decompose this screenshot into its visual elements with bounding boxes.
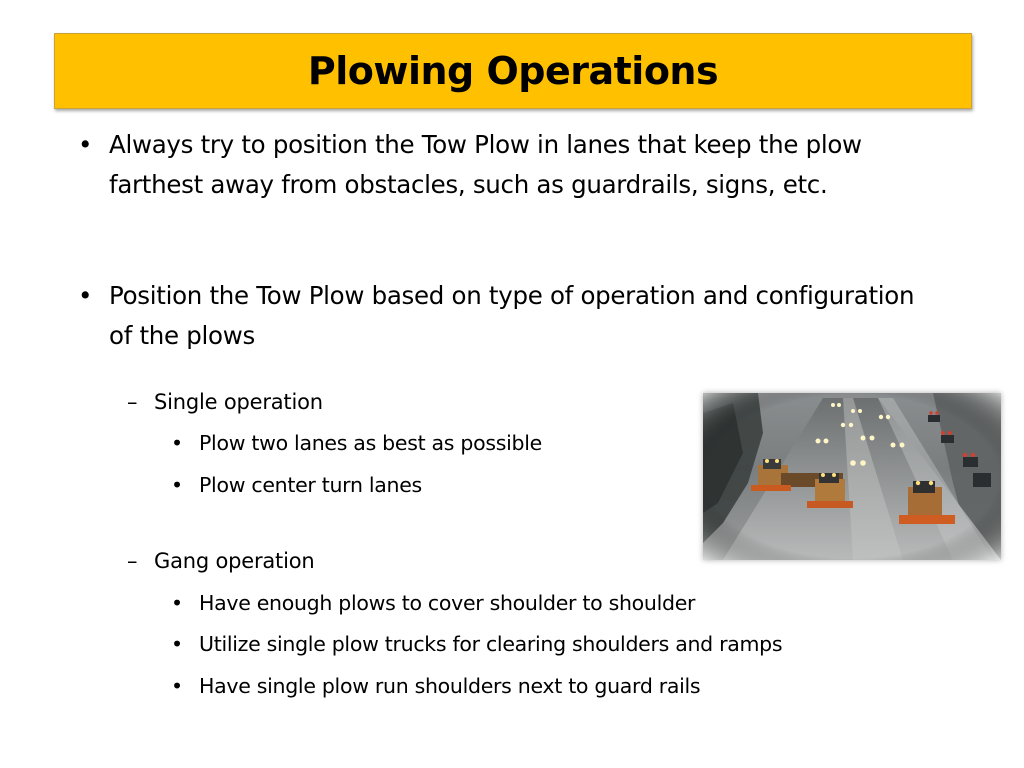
dash-marker: – — [127, 390, 138, 414]
bullet-marker: • — [171, 591, 183, 615]
bullet-text: Always try to position the Tow Plow in lanes that keep the plow farthest away from obstacles, such as guardrails, signs, etc. — [109, 130, 862, 199]
bullet-text: Position the Tow Plow based on type of operation and configuration of the plows — [109, 281, 915, 350]
bullet-1 — [78, 125, 938, 205]
bullet-2 — [78, 276, 938, 356]
list-item — [171, 470, 422, 500]
list-item — [171, 428, 542, 458]
list-item — [171, 629, 782, 659]
slide-title: Plowing Operations — [307, 49, 719, 93]
bullet-marker: • — [171, 632, 183, 656]
snowplow-photo — [703, 393, 1001, 560]
list-item-text: Have single plow run shoulders next to guard rails — [199, 674, 701, 698]
sub-heading-gang — [127, 546, 314, 576]
bullet-marker: • — [78, 130, 93, 159]
sub-heading-label: Single operation — [154, 390, 323, 414]
bullet-marker: • — [171, 473, 183, 497]
dash-marker: – — [127, 549, 138, 573]
sub-heading-label: Gang operation — [154, 549, 315, 573]
bullet-marker: • — [171, 674, 183, 698]
list-item-text: Plow center turn lanes — [199, 473, 422, 497]
sub-heading-single — [127, 387, 323, 417]
bullet-marker: • — [78, 281, 93, 310]
bullet-marker: • — [171, 431, 183, 455]
list-item-text: Plow two lanes as best as possible — [199, 431, 542, 455]
list-item — [171, 588, 695, 618]
list-item-text: Have enough plows to cover shoulder to shoulder — [199, 591, 696, 615]
list-item-text: Utilize single plow trucks for clearing shoulders and ramps — [199, 632, 783, 656]
list-item — [171, 671, 700, 701]
